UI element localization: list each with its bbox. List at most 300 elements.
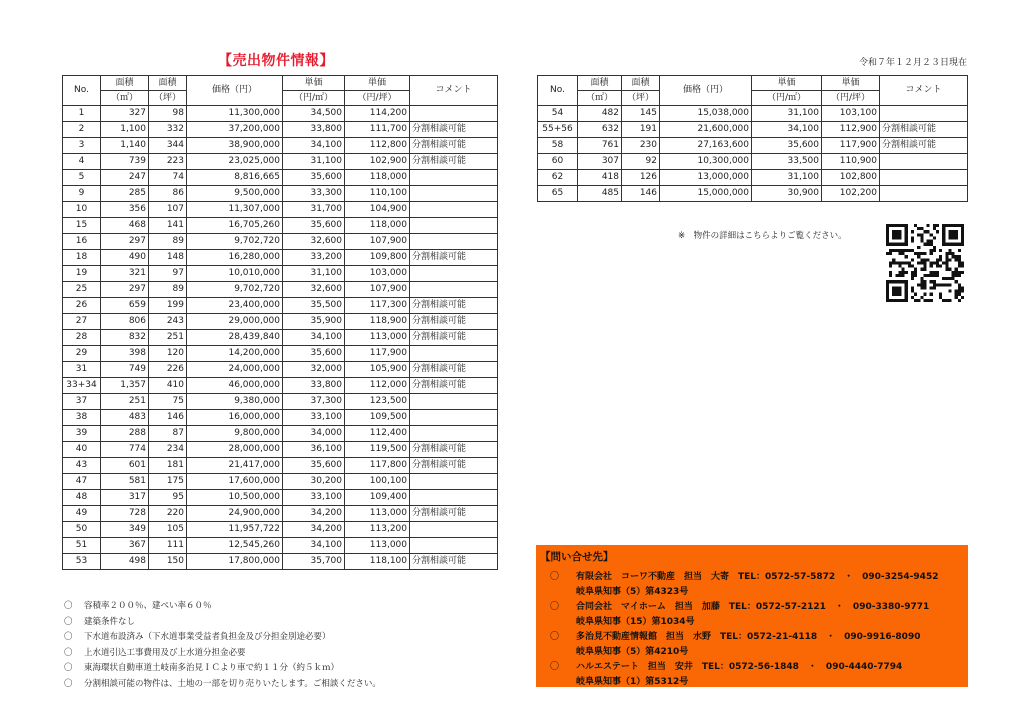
col-no: No. (63, 76, 101, 106)
cell-unit-m2: 35,600 (752, 138, 822, 154)
condition-text: 上水道引込工事費用及び上水道分担金必要 (84, 647, 246, 658)
col-area-tsubo: 面積 (149, 76, 187, 91)
cell-comment (410, 170, 498, 186)
cell-area-m2: 774 (101, 442, 149, 458)
cell-no: 10 (63, 202, 101, 218)
cell-area-tsubo: 75 (149, 394, 187, 410)
cell-area-tsubo: 148 (149, 250, 187, 266)
cell-price: 12,545,260 (187, 538, 283, 554)
cell-area-m2: 498 (101, 554, 149, 570)
col-comment: コメント (410, 76, 498, 106)
cell-comment (880, 154, 968, 170)
col-area-m2: 面積 (101, 76, 149, 91)
cell-area-tsubo: 243 (149, 314, 187, 330)
col-area-m2: 面積 (578, 76, 622, 91)
cell-no: 53 (63, 554, 101, 570)
cell-price: 14,200,000 (187, 346, 283, 362)
cell-unit-tsubo: 117,900 (345, 346, 410, 362)
cell-comment (410, 426, 498, 442)
cell-area-m2: 601 (101, 458, 149, 474)
cell-area-m2: 251 (101, 394, 149, 410)
cell-comment: 分割相談可能 (410, 506, 498, 522)
condition-item (64, 615, 381, 631)
col-unit-m2: 単価 (283, 76, 345, 91)
cell-price: 8,816,665 (187, 170, 283, 186)
table-row (63, 346, 498, 362)
col-unit-tsubo: 単価 (345, 76, 410, 91)
bullet-icon: 〇 (64, 663, 73, 673)
table-row (63, 410, 498, 426)
cell-comment: 分割相談可能 (410, 442, 498, 458)
cell-comment: 分割相談可能 (410, 362, 498, 378)
cell-comment: 分割相談可能 (880, 138, 968, 154)
cell-price: 9,702,720 (187, 282, 283, 298)
bullet-icon: 〇 (64, 632, 73, 642)
col-area-tsubo-unit: （坪） (149, 91, 187, 106)
cell-area-m2: 1,357 (101, 378, 149, 394)
cell-unit-tsubo: 119,500 (345, 442, 410, 458)
cell-unit-tsubo: 104,900 (345, 202, 410, 218)
cell-area-m2: 485 (578, 186, 622, 202)
table-row (63, 474, 498, 490)
contact-company: ハルエステート 担当 安井 TEL：0572-56-1848 ・ 090-4440-7794 (576, 662, 903, 672)
table-row (63, 554, 498, 570)
cell-area-m2: 418 (578, 170, 622, 186)
cell-unit-m2: 34,100 (283, 538, 345, 554)
contact-license: 岐阜県知事（1）第5312号 (576, 677, 689, 687)
cell-area-m2: 247 (101, 170, 149, 186)
table-row (63, 122, 498, 138)
cell-area-m2: 632 (578, 122, 622, 138)
condition-text: 下水道布設済み（下水道事業受益者負担金及び分担金別途必要） (84, 632, 331, 642)
cell-comment: 分割相談可能 (410, 122, 498, 138)
contact-company: 有限会社 コーワ不動産 担当 大寄 TEL：0572-57-5872 ・ 090-3254-9452 (576, 572, 939, 582)
cell-no: 4 (63, 154, 101, 170)
table-row (63, 442, 498, 458)
cell-unit-tsubo: 112,800 (345, 138, 410, 154)
cell-comment (880, 106, 968, 122)
cell-price: 9,380,000 (187, 394, 283, 410)
cell-no: 2 (63, 122, 101, 138)
cell-unit-tsubo: 113,000 (345, 330, 410, 346)
cell-area-m2: 490 (101, 250, 149, 266)
cell-comment (410, 106, 498, 122)
cell-unit-tsubo: 118,900 (345, 314, 410, 330)
table-row (63, 218, 498, 234)
contact-license: 岐阜県知事（5）第4323号 (576, 587, 689, 597)
cell-unit-tsubo: 112,400 (345, 426, 410, 442)
cell-area-tsubo: 199 (149, 298, 187, 314)
cell-no: 49 (63, 506, 101, 522)
cell-no: 48 (63, 490, 101, 506)
cell-price: 28,000,000 (187, 442, 283, 458)
cell-unit-m2: 35,600 (283, 170, 345, 186)
table-row (63, 154, 498, 170)
cell-unit-m2: 34,100 (752, 122, 822, 138)
cell-area-tsubo: 86 (149, 186, 187, 202)
table-row (63, 186, 498, 202)
cell-price: 9,702,720 (187, 234, 283, 250)
cell-unit-tsubo: 109,500 (345, 410, 410, 426)
cell-no: 16 (63, 234, 101, 250)
cell-comment (880, 186, 968, 202)
cell-area-m2: 317 (101, 490, 149, 506)
cell-comment (410, 234, 498, 250)
cell-no: 19 (63, 266, 101, 282)
cell-price: 9,500,000 (187, 186, 283, 202)
table-row (63, 538, 498, 554)
cell-comment: 分割相談可能 (410, 378, 498, 394)
col-unit-tsubo-unit: （円/坪） (822, 91, 880, 106)
col-unit-tsubo-unit: （円/坪） (345, 91, 410, 106)
cell-unit-m2: 33,200 (283, 250, 345, 266)
cell-area-tsubo: 145 (622, 106, 660, 122)
cell-comment: 分割相談可能 (410, 554, 498, 570)
cell-area-tsubo: 126 (622, 170, 660, 186)
conditions-list (64, 599, 381, 692)
cell-area-tsubo: 410 (149, 378, 187, 394)
cell-price: 28,439,840 (187, 330, 283, 346)
cell-unit-m2: 32,600 (283, 234, 345, 250)
cell-area-m2: 659 (101, 298, 149, 314)
cell-unit-tsubo: 118,000 (345, 218, 410, 234)
condition-item (64, 630, 381, 646)
cell-unit-tsubo: 102,200 (822, 186, 880, 202)
cell-area-m2: 398 (101, 346, 149, 362)
cell-unit-tsubo: 117,900 (822, 138, 880, 154)
contact-license: 岐阜県知事（15）第1034号 (576, 617, 695, 627)
cell-comment: 分割相談可能 (410, 138, 498, 154)
cell-unit-tsubo: 109,800 (345, 250, 410, 266)
col-price: 価格（円） (187, 76, 283, 106)
cell-area-tsubo: 146 (622, 186, 660, 202)
table-row (538, 186, 968, 202)
cell-unit-m2: 34,500 (283, 106, 345, 122)
cell-unit-m2: 33,800 (283, 122, 345, 138)
header-row (63, 76, 498, 91)
cell-comment: 分割相談可能 (410, 154, 498, 170)
cell-comment (410, 410, 498, 426)
cell-area-m2: 356 (101, 202, 149, 218)
cell-unit-m2: 33,300 (283, 186, 345, 202)
table-row (63, 330, 498, 346)
cell-area-tsubo: 87 (149, 426, 187, 442)
cell-unit-m2: 35,700 (283, 554, 345, 570)
cell-unit-m2: 34,100 (283, 138, 345, 154)
contact-box (536, 545, 968, 687)
cell-area-m2: 288 (101, 426, 149, 442)
condition-item (64, 661, 381, 677)
cell-unit-tsubo: 113,000 (345, 538, 410, 554)
cell-unit-tsubo: 102,900 (345, 154, 410, 170)
cell-area-tsubo: 146 (149, 410, 187, 426)
table-row (63, 490, 498, 506)
col-unit-m2: 単価 (752, 76, 822, 91)
cell-no: 37 (63, 394, 101, 410)
cell-no: 40 (63, 442, 101, 458)
condition-text: 東海環状自動車道土岐南多治見ＩＣより車で約１１分（約５ｋｍ） (84, 663, 340, 673)
cell-area-m2: 739 (101, 154, 149, 170)
table-row (63, 426, 498, 442)
cell-no: 1 (63, 106, 101, 122)
cell-unit-m2: 31,100 (752, 106, 822, 122)
cell-unit-m2: 37,300 (283, 394, 345, 410)
cell-area-m2: 285 (101, 186, 149, 202)
cell-area-m2: 297 (101, 282, 149, 298)
cell-comment (410, 346, 498, 362)
cell-comment: 分割相談可能 (410, 250, 498, 266)
cell-unit-m2: 35,500 (283, 298, 345, 314)
table-row (538, 138, 968, 154)
cell-comment: 分割相談可能 (410, 458, 498, 474)
cell-unit-m2: 34,100 (283, 330, 345, 346)
table-row (63, 506, 498, 522)
col-area-m2-unit: （㎡） (578, 91, 622, 106)
cell-no: 28 (63, 330, 101, 346)
qr-code-icon[interactable] (886, 224, 964, 302)
cell-area-m2: 806 (101, 314, 149, 330)
cell-comment (410, 394, 498, 410)
cell-comment (410, 218, 498, 234)
cell-price: 10,010,000 (187, 266, 283, 282)
cell-area-tsubo: 344 (149, 138, 187, 154)
cell-comment: 分割相談可能 (410, 314, 498, 330)
cell-comment (410, 186, 498, 202)
table-row (63, 250, 498, 266)
table-row (538, 170, 968, 186)
col-unit-m2-unit: （円/㎡） (283, 91, 345, 106)
cell-no: 18 (63, 250, 101, 266)
cell-no: 25 (63, 282, 101, 298)
cell-unit-tsubo: 118,100 (345, 554, 410, 570)
cell-unit-m2: 34,200 (283, 522, 345, 538)
cell-no: 9 (63, 186, 101, 202)
cell-area-m2: 307 (578, 154, 622, 170)
cell-price: 23,400,000 (187, 298, 283, 314)
table-row (63, 362, 498, 378)
cell-area-tsubo: 107 (149, 202, 187, 218)
cell-area-tsubo: 95 (149, 490, 187, 506)
table-row (63, 394, 498, 410)
col-area-m2-unit: （㎡） (101, 91, 149, 106)
cell-price: 11,957,722 (187, 522, 283, 538)
cell-price: 27,163,600 (660, 138, 752, 154)
cell-area-m2: 327 (101, 106, 149, 122)
cell-unit-m2: 36,100 (283, 442, 345, 458)
cell-comment: 分割相談可能 (880, 122, 968, 138)
cell-price: 21,600,000 (660, 122, 752, 138)
table-row (63, 138, 498, 154)
cell-unit-tsubo: 117,300 (345, 298, 410, 314)
cell-unit-m2: 30,900 (752, 186, 822, 202)
condition-item (64, 677, 381, 693)
cell-price: 17,600,000 (187, 474, 283, 490)
cell-price: 11,300,000 (187, 106, 283, 122)
cell-comment (410, 490, 498, 506)
cell-area-tsubo: 97 (149, 266, 187, 282)
cell-no: 62 (538, 170, 578, 186)
bullet-icon: 〇 (64, 601, 73, 611)
cell-area-m2: 297 (101, 234, 149, 250)
cell-unit-m2: 34,200 (283, 506, 345, 522)
cell-comment (410, 474, 498, 490)
col-area-tsubo: 面積 (622, 76, 660, 91)
cell-area-m2: 728 (101, 506, 149, 522)
cell-no: 26 (63, 298, 101, 314)
bullet-icon: 〇 (64, 616, 73, 627)
condition-item (64, 646, 381, 662)
cell-unit-m2: 31,700 (283, 202, 345, 218)
cell-price: 16,705,260 (187, 218, 283, 234)
contact-company: 合同会社 マイホーム 担当 加藤 TEL：0572-57-2121 ・ 090-3380-9771 (576, 602, 930, 612)
cell-area-m2: 349 (101, 522, 149, 538)
contact-company: 多治見不動産情報館 担当 水野 TEL：0572-21-4118 ・ 090-9916-8090 (576, 632, 921, 642)
cell-no: 38 (63, 410, 101, 426)
cell-area-tsubo: 181 (149, 458, 187, 474)
cell-area-tsubo: 89 (149, 282, 187, 298)
cell-no: 60 (538, 154, 578, 170)
cell-area-m2: 367 (101, 538, 149, 554)
bullet-icon: 〇 (550, 662, 560, 672)
cell-unit-tsubo: 117,800 (345, 458, 410, 474)
cell-unit-m2: 34,000 (283, 426, 345, 442)
condition-text: 建築条件なし (84, 616, 136, 627)
cell-area-tsubo: 191 (622, 122, 660, 138)
property-table-right (537, 75, 968, 202)
table-row (63, 298, 498, 314)
cell-price: 17,800,000 (187, 554, 283, 570)
cell-price: 11,307,000 (187, 202, 283, 218)
cell-unit-m2: 33,800 (283, 378, 345, 394)
cell-area-tsubo: 230 (622, 138, 660, 154)
cell-unit-m2: 35,600 (283, 218, 345, 234)
cell-comment (410, 538, 498, 554)
cell-price: 13,000,000 (660, 170, 752, 186)
cell-unit-tsubo: 100,100 (345, 474, 410, 490)
condition-item (64, 599, 381, 615)
table-row (63, 314, 498, 330)
cell-unit-m2: 30,200 (283, 474, 345, 490)
cell-price: 10,300,000 (660, 154, 752, 170)
cell-area-tsubo: 175 (149, 474, 187, 490)
cell-unit-tsubo: 113,200 (345, 522, 410, 538)
table-row (63, 234, 498, 250)
condition-text: 容積率２００％、建ぺい率６０％ (84, 601, 212, 611)
cell-unit-m2: 31,100 (752, 170, 822, 186)
cell-no: 31 (63, 362, 101, 378)
cell-area-tsubo: 89 (149, 234, 187, 250)
col-unit-m2-unit: （円/㎡） (752, 91, 822, 106)
condition-text: 分割相談可能の物件は、土地の一部を切り売りいたします。ご相談ください。 (84, 678, 381, 689)
cell-comment (410, 266, 498, 282)
cell-unit-m2: 31,100 (283, 266, 345, 282)
cell-price: 23,025,000 (187, 154, 283, 170)
cell-price: 16,280,000 (187, 250, 283, 266)
cell-price: 24,000,000 (187, 362, 283, 378)
cell-unit-m2: 33,100 (283, 490, 345, 506)
cell-unit-tsubo: 109,400 (345, 490, 410, 506)
as-of-date: 令和７年１２月２３日現在 (858, 58, 967, 68)
cell-price: 15,000,000 (660, 186, 752, 202)
cell-unit-tsubo: 107,900 (345, 282, 410, 298)
cell-unit-m2: 35,600 (283, 458, 345, 474)
bullet-icon: 〇 (550, 632, 560, 642)
cell-area-tsubo: 141 (149, 218, 187, 234)
cell-price: 15,038,000 (660, 106, 752, 122)
cell-area-m2: 1,100 (101, 122, 149, 138)
page-title: 【売出物件情報】 (218, 53, 334, 69)
cell-unit-tsubo: 111,700 (345, 122, 410, 138)
col-unit-tsubo: 単価 (822, 76, 880, 91)
cell-unit-m2: 35,600 (283, 346, 345, 362)
cell-area-m2: 468 (101, 218, 149, 234)
cell-area-tsubo: 220 (149, 506, 187, 522)
table-row (63, 522, 498, 538)
cell-no: 43 (63, 458, 101, 474)
col-comment: コメント (880, 76, 968, 106)
cell-area-tsubo: 111 (149, 538, 187, 554)
cell-no: 33+34 (63, 378, 101, 394)
cell-unit-m2: 35,900 (283, 314, 345, 330)
cell-unit-m2: 33,500 (752, 154, 822, 170)
table-row (538, 122, 968, 138)
cell-unit-tsubo: 123,500 (345, 394, 410, 410)
cell-unit-tsubo: 103,000 (345, 266, 410, 282)
cell-no: 51 (63, 538, 101, 554)
col-area-tsubo-unit: （坪） (622, 91, 660, 106)
cell-area-m2: 832 (101, 330, 149, 346)
cell-no: 39 (63, 426, 101, 442)
table-row (63, 458, 498, 474)
contact-license: 岐阜県知事（5）第4210号 (576, 647, 689, 657)
cell-area-tsubo: 332 (149, 122, 187, 138)
cell-comment (880, 170, 968, 186)
cell-price: 9,800,000 (187, 426, 283, 442)
cell-unit-tsubo: 102,800 (822, 170, 880, 186)
cell-comment (410, 202, 498, 218)
cell-no: 58 (538, 138, 578, 154)
cell-price: 37,200,000 (187, 122, 283, 138)
cell-unit-tsubo: 110,100 (345, 186, 410, 202)
cell-area-tsubo: 105 (149, 522, 187, 538)
cell-area-m2: 1,140 (101, 138, 149, 154)
cell-comment (410, 522, 498, 538)
bullet-icon: 〇 (550, 572, 560, 582)
cell-unit-tsubo: 110,900 (822, 154, 880, 170)
bullet-icon: 〇 (550, 602, 560, 612)
cell-unit-tsubo: 112,900 (822, 122, 880, 138)
cell-no: 47 (63, 474, 101, 490)
cell-price: 10,500,000 (187, 490, 283, 506)
header-row (538, 76, 968, 91)
cell-area-tsubo: 74 (149, 170, 187, 186)
cell-area-m2: 749 (101, 362, 149, 378)
table-row (63, 170, 498, 186)
col-price: 価格（円） (660, 76, 752, 106)
cell-unit-m2: 32,000 (283, 362, 345, 378)
table-row (538, 154, 968, 170)
cell-area-tsubo: 92 (622, 154, 660, 170)
cell-area-tsubo: 98 (149, 106, 187, 122)
table-row (63, 106, 498, 122)
cell-unit-tsubo: 103,100 (822, 106, 880, 122)
col-no: No. (538, 76, 578, 106)
cell-unit-tsubo: 118,000 (345, 170, 410, 186)
cell-price: 38,900,000 (187, 138, 283, 154)
cell-area-m2: 761 (578, 138, 622, 154)
table-row (538, 106, 968, 122)
cell-unit-tsubo: 114,200 (345, 106, 410, 122)
